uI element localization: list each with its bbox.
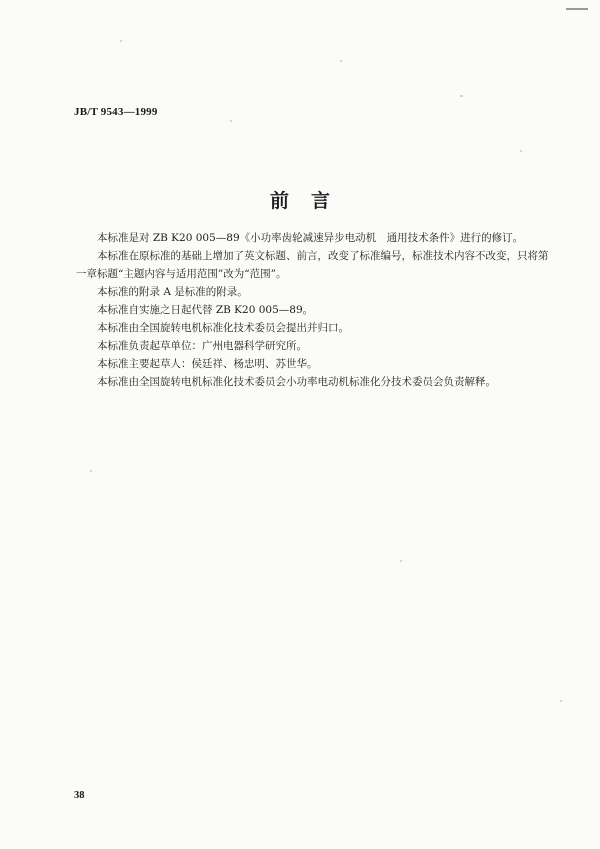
paragraph: 本标准由全国旋转电机标准化技术委员会提出并归口。 — [97, 322, 349, 334]
paragraph: 本标准的附录 A 是标准的附录。 — [97, 286, 248, 298]
scan-speck — [340, 60, 342, 62]
document-body — [76, 229, 554, 391]
paragraph: 本标准是对 ZB K20 005—89《小功率齿轮减速异步电动机 通用技术条件》进行的修订。 — [97, 232, 524, 244]
page-title: 前言 — [269, 190, 352, 212]
scan-speck — [520, 150, 522, 152]
scan-speck — [120, 40, 122, 42]
scan-mark — [566, 8, 588, 10]
scan-speck — [230, 120, 232, 122]
scan-speck — [460, 95, 463, 97]
paragraph: 本标准由全国旋转电机标准化技术委员会小功率电动机标准化分技术委员会负责解释。 — [97, 376, 496, 388]
paragraph: 本标准自实施之日起代替 ZB K20 005—89。 — [97, 304, 314, 316]
paragraph: 本标准负责起草单位：广州电器科学研究所。 — [97, 340, 307, 352]
scan-speck — [90, 470, 92, 472]
page-number: 38 — [74, 790, 85, 801]
paragraph: 本标准在原标准的基础上增加了英文标题、前言，改变了标准编号，标准技术内容不改变，只将第一章标题“主题内容与适用范围”改为“范围”。 — [76, 250, 549, 280]
paragraph: 本标准主要起草人：侯廷祥、杨忠明、苏世华。 — [97, 358, 318, 370]
standard-code: JB/T 9543—1999 — [74, 106, 158, 118]
scan-speck — [560, 700, 562, 702]
scan-speck — [400, 560, 402, 562]
